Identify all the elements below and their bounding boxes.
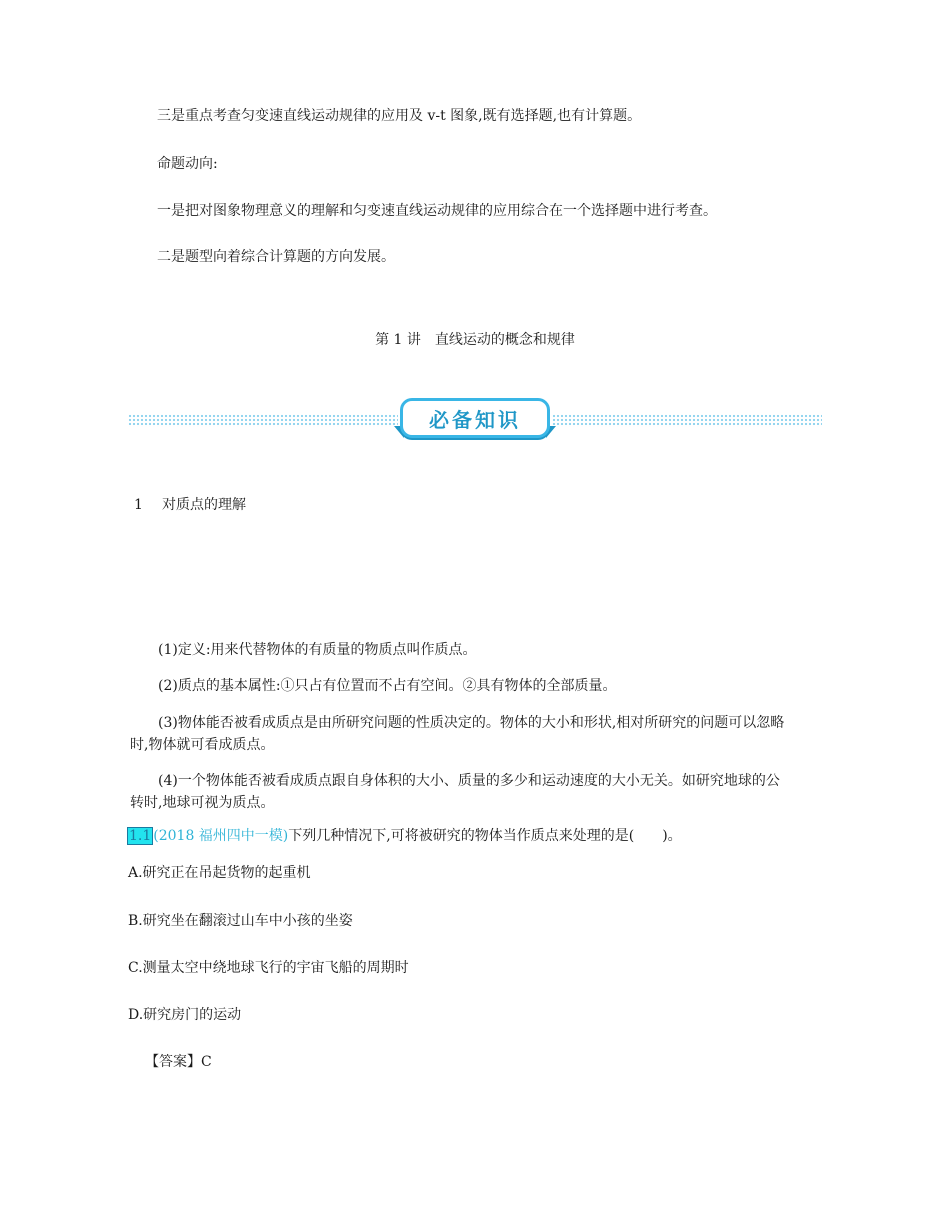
question-source: (2018 福州四中一模)	[153, 828, 289, 844]
banner-label: 必备知识	[429, 407, 521, 432]
intro-line-3: 一是把对图象物理意义的理解和匀变速直线运动规律的应用综合在一个选择题中进行考查。	[157, 203, 717, 219]
section-heading	[134, 495, 246, 515]
point-3	[130, 712, 844, 756]
intro-line-1: 三是重点考查匀变速直线运动规律的应用及 v-t 图象,既有选择题,也有计算题。	[157, 108, 642, 124]
option-d: D.研究房门的运动	[128, 1007, 242, 1023]
point-4	[130, 770, 844, 814]
point-2: (2)质点的基本属性:①只占有位置而不占有空间。②具有物体的全部质量。	[158, 678, 617, 694]
point-3-line-2: 时,物体就可看成质点。	[130, 737, 275, 753]
question-number: 1.1	[129, 828, 152, 844]
section-number: 1	[134, 497, 143, 513]
question-stem	[127, 826, 827, 846]
banner-dots-left	[128, 414, 398, 427]
option-a: A.研究正在吊起货物的起重机	[128, 865, 311, 881]
banner-dots-right	[552, 414, 822, 427]
question-text: 下列几种情况下,可将被研究的物体当作质点来处理的是( )。	[288, 828, 682, 844]
answer: 【答案】C	[145, 1054, 212, 1070]
point-3-line-1: (3)物体能否被看成质点是由所研究问题的性质决定的。物体的大小和形状,相对所研究的问题可以忽略	[158, 715, 785, 731]
point-4-line-2: 转时,地球可视为质点。	[130, 795, 275, 811]
banner-badge	[400, 398, 550, 438]
point-4-line-1: (4)一个物体能否被看成质点跟自身体积的大小、质量的多少和运动速度的大小无关。如研究地球的公	[158, 773, 780, 789]
intro-line-2: 命题动向:	[157, 156, 218, 172]
option-b: B.研究坐在翻滚过山车中小孩的坐姿	[128, 913, 353, 929]
section-banner	[128, 398, 822, 442]
option-c: C.测量太空中绕地球飞行的宇宙飞船的周期时	[128, 960, 409, 976]
point-1: (1)定义:用来代替物体的有质量的物质点叫作质点。	[158, 642, 477, 658]
intro-line-4: 二是题型向着综合计算题的方向发展。	[157, 249, 395, 265]
lesson-title: 第 1 讲 直线运动的概念和规律	[375, 332, 575, 348]
section-title: 对质点的理解	[162, 497, 246, 513]
